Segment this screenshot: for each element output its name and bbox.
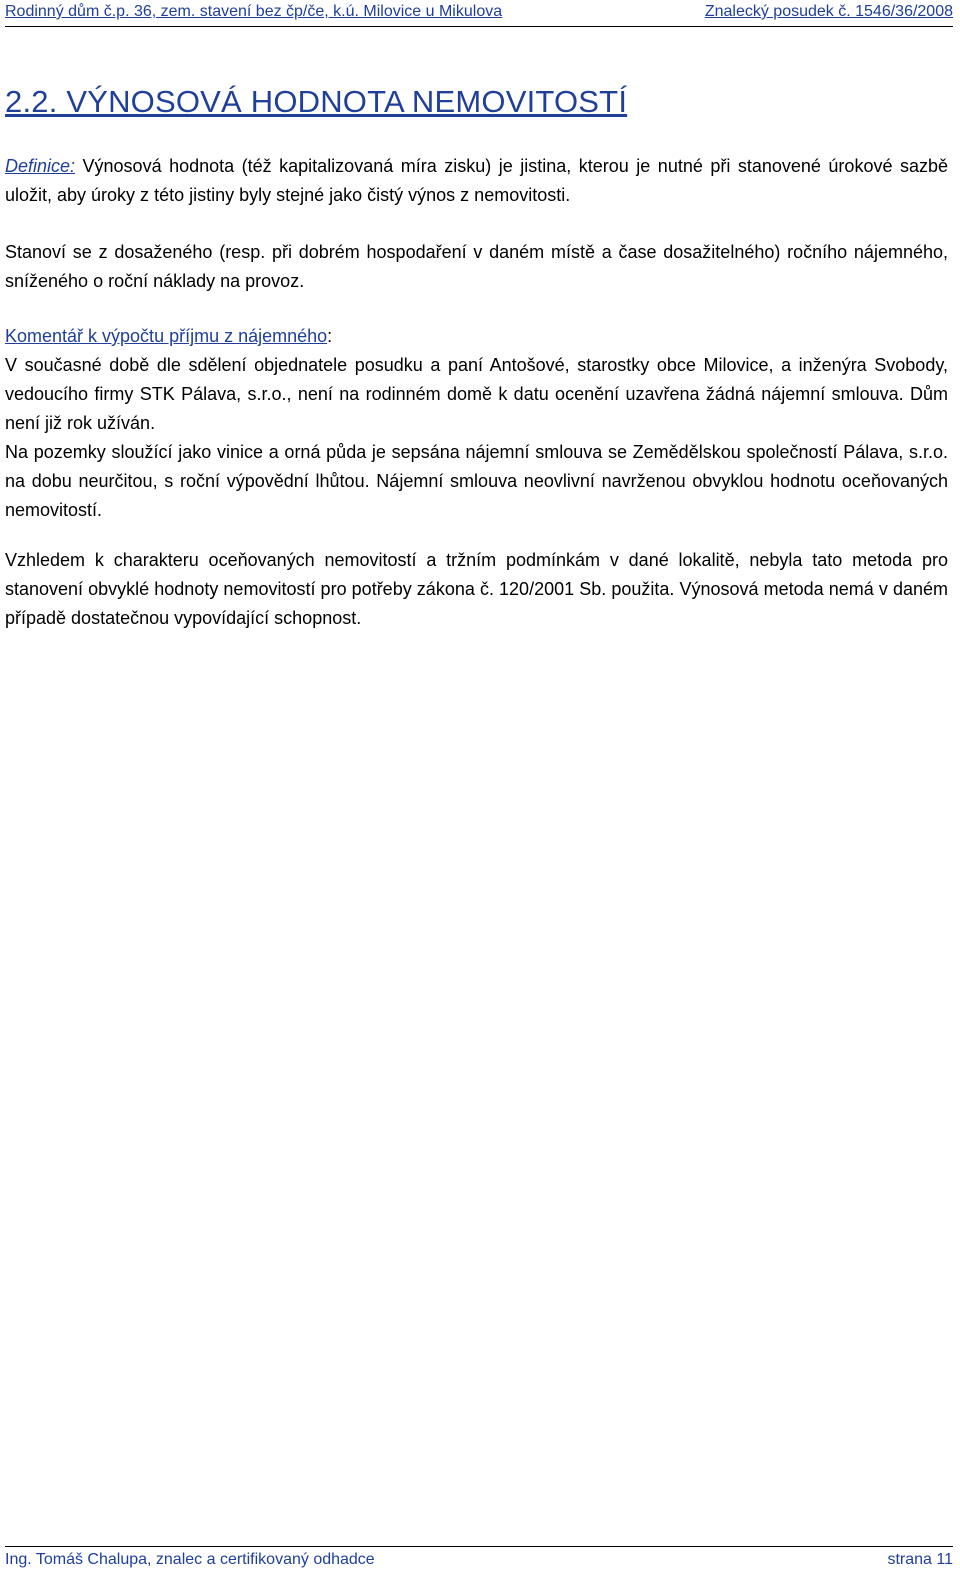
footer-page-number: strana 11 — [887, 1551, 953, 1568]
stanovi-paragraph: Stanoví se z dosaženého (resp. při dobrém hospodaření v daném místě a čase dosažitelného) ročního nájemného, sníženého o roční náklady na provoz. — [5, 242, 948, 291]
definition-label: Definice: — [5, 156, 76, 176]
document-page — [5, 0, 953, 1589]
conclusion-paragraph: Vzhledem k charakteru oceňovaných nemovitostí a tržním podmínkám v dané lokalitě, nebyla tato metoda pro stanovení obvyklé hodnoty nemovitostí pro potřeby zákona č. 120/2001 Sb. použita. Výnosová metoda nemá v daném případě dostatečnou vypovídající schopnost. — [5, 550, 948, 628]
page-footer — [5, 1546, 953, 1569]
komentar-paragraph-2: Na pozemky sloužící jako vinice a orná půda je sepsána nájemní smlouva se Zemědělskou společností Pálava, s.r.o. na dobu neurčitou, s roční výpovědní lhůtou. Nájemní smlouva neovlivní navrženou obvyklou hodnotu oceňovaných nemovitostí. — [5, 442, 948, 520]
page-header — [5, 3, 953, 27]
definition-paragraph — [5, 152, 948, 210]
section-title — [5, 84, 627, 120]
footer-author: Ing. Tomáš Chalupa, znalec a certifikovaný odhadce — [5, 1551, 375, 1568]
komentar-block — [5, 322, 948, 525]
komentar-paragraph-1: V současné době dle sdělení objednatele posudku a paní Antošové, starostky obce Milovice, a inženýra Svobody, vedoucího firmy STK Pálava, s.r.o., není na rodinném domě k datu ocenění uzavřena žádná nájemní smlouva. Dům není již rok užíván. — [5, 355, 948, 433]
komentar-heading — [5, 322, 948, 351]
komentar-label: Komentář k výpočtu příjmu z nájemného — [5, 326, 328, 346]
header-right-reference: Znalecký posudek č. 1546/36/2008 — [704, 3, 953, 20]
definition-text: Výnosová hodnota (též kapitalizovaná míra zisku) je jistina, kterou je nutné při stanovené úrokové sazbě uložit, aby úroky z této jistiny byly stejné jako čistý výnos z nemovitosti. — [5, 156, 948, 205]
section-title-text: 2.2. VÝNOSOVÁ HODNOTA NEMOVITOSTÍ — [5, 84, 628, 119]
komentar-colon: : — [327, 326, 333, 346]
header-left-title: Rodinný dům č.p. 36, zem. stavení bez čp/če, k.ú. Milovice u Mikulova — [5, 3, 503, 20]
